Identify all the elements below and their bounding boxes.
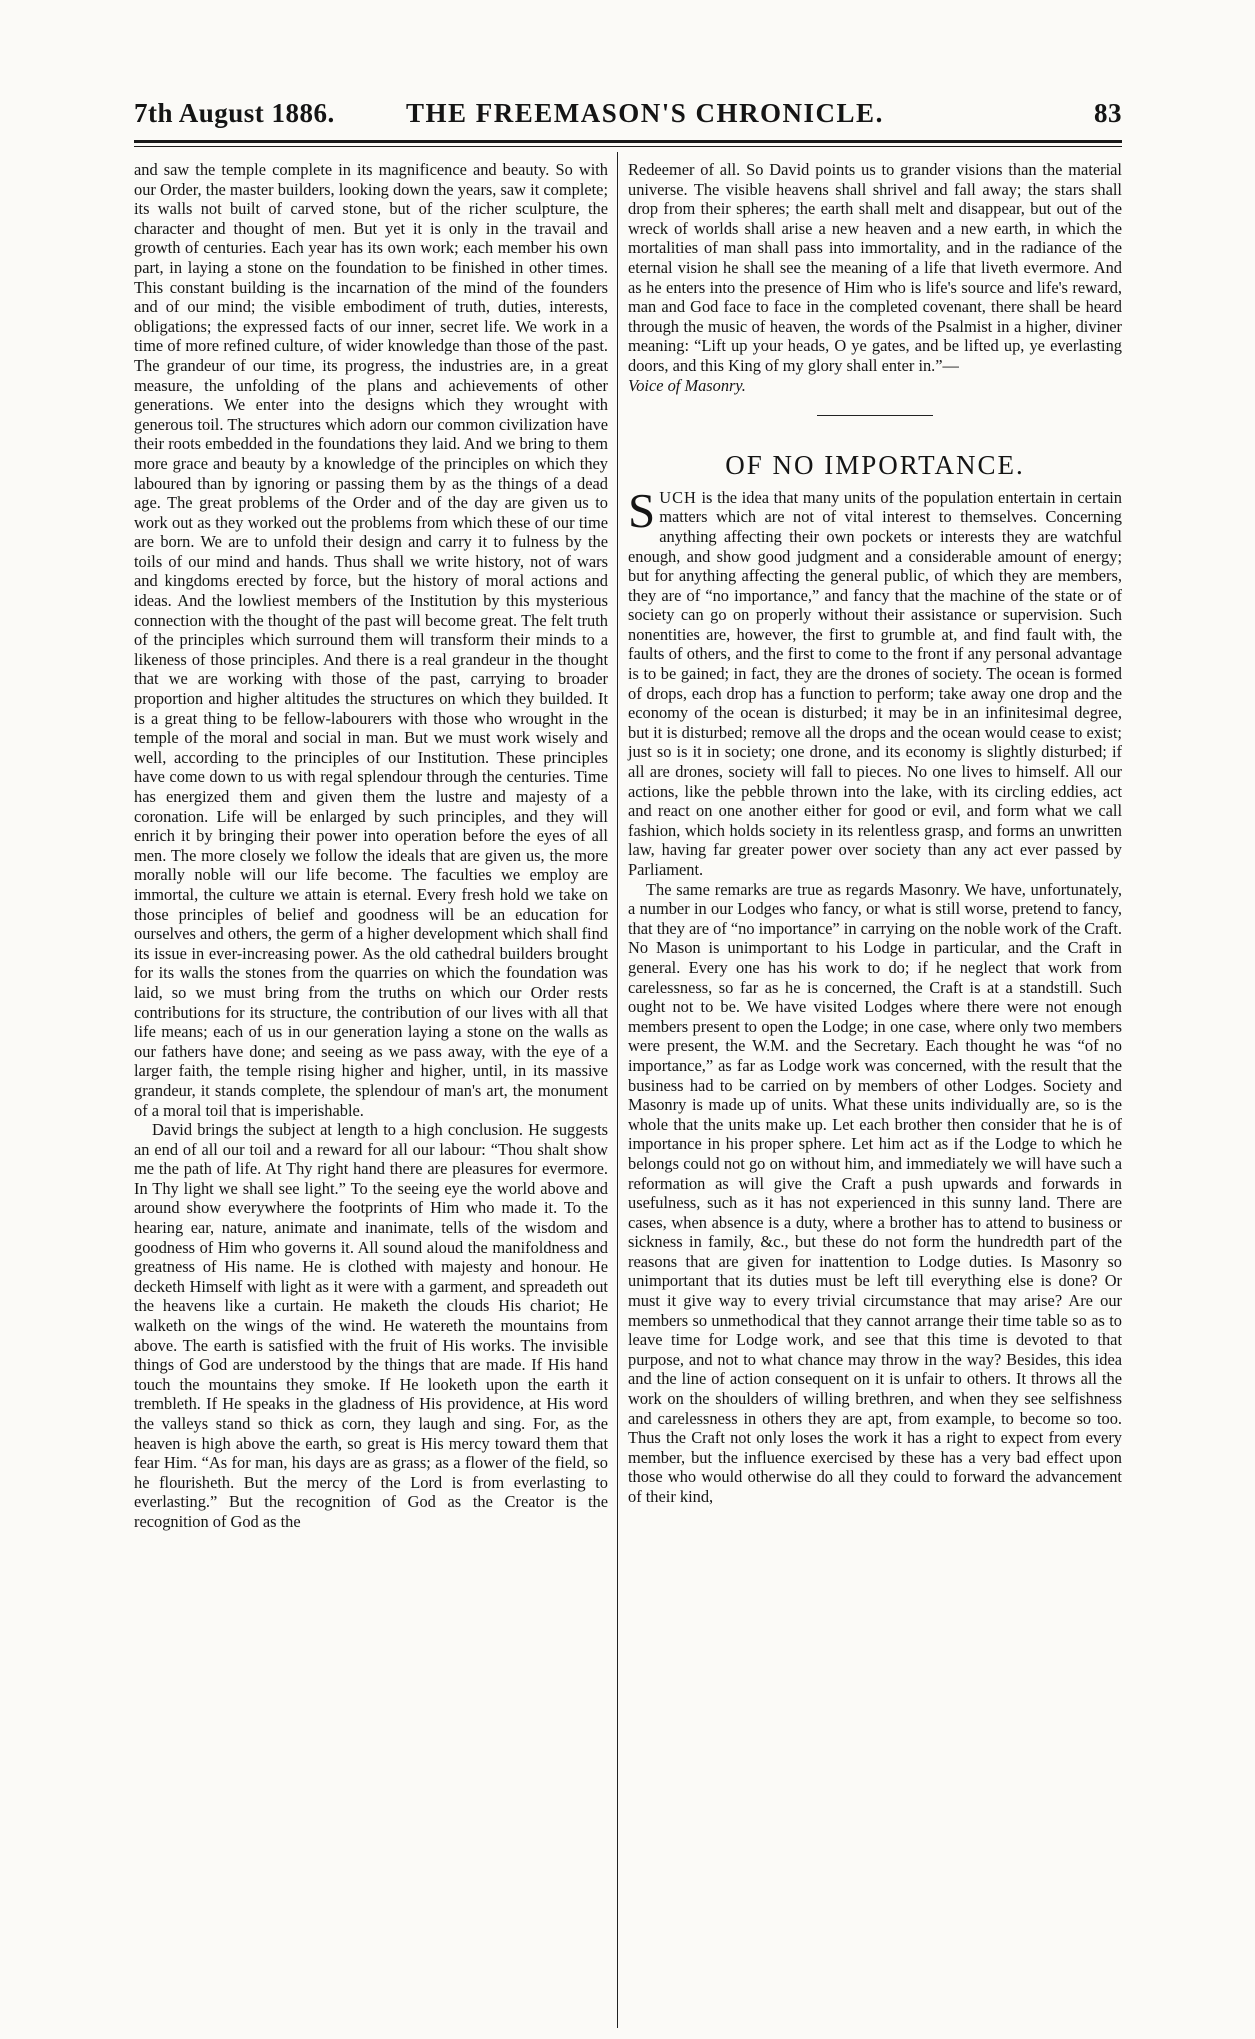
first-word-rest: UCH	[659, 487, 697, 507]
section-separator	[817, 415, 933, 416]
page-number: 83	[1094, 98, 1122, 128]
article-continuation	[628, 160, 1122, 395]
article-paragraph: David brings the subject at length to a high conclusion. He suggests an end of all our toil and a reward for all our labour: “Thou shalt show me the path of life. At Thy right hand there are pleasures for evermore. In Thy light we shall see light.” To the seeing eye the world above and around show everywhere the footprints of Him who made it. To the hearing ear, nature, animate and inanimate, tells of the wisdom and goodness of Him who governs it. All sound aloud the manifoldness and greatness of His name. He is clothed with majesty and honour. He decketh Himself with light as it were with a garment, and spreadeth out the heavens like a curtain. He maketh the clouds His chariot; He walketh on the wings of the wind. He watereth the mountains from above. The earth is satisfied with the fruit of His works. The invisible things of God are understood by the things that are made. If His hand touch the mountains they smoke. If He looketh upon the earth it trembleth. If He speaks in the gladness of His providence, at His word the valleys stand so thick as corn, they laugh and sing. For, as the heaven is high above the earth, so great is His mercy toward them that fear Him. “As for man, his days are as grass; as a flower of the field, so he flourisheth. But the mercy of the Lord is from everlasting to everlasting.” But the recognition of God as the Creator is the recognition of God as the	[134, 1120, 608, 1531]
paragraph-text: is the idea that many units of the population entertain in certain matters which are not of vital interest to themselves. Concerning anything affecting their own pockets or interests they are watchful enough, and show good judgment and a considerable amount of energy; but for anything affecting the general public, of which they are members, they are of “no importance,” and fancy that the machine of the state or of society can go on properly without their assistance or supervision. Such nonentities are, however, the first to grumble at, and find fault with, the faults of others, and the first to come to the front if any personal advantage is to be gained; in fact, they are the drones of society. The ocean is formed of drops, each drop has a function to perform; take away one drop and the economy of the ocean is disturbed; it may be in an infinitesimal degree, but it is disturbed; remove all the drops and the ocean would cease to exist; just so is it in society; one drone, and its economy is slightly disturbed; if all are drones, society will fall to pieces. No one lives to himself. All our actions, like the pebble thrown into the lake, with its circling eddies, act and react on one another either for good or evil, and form what we call fashion, which holds society in its relentless grasp, and forms an unwritten law, having far greater power over society than any act ever passed by Parliament.	[628, 487, 1122, 879]
header-rule-thick	[134, 140, 1122, 143]
column-divider	[617, 152, 618, 2028]
section-title: OF NO IMPORTANCE.	[725, 450, 1025, 481]
article-paragraph	[628, 482, 1122, 880]
article-paragraph: and saw the temple complete in its magnificence and beauty. So with our Order, the master builders, looking down the years, saw it complete; its walls not built of carved stone, but of the richer sculpture, the character and thought of men. But yet it is only in the travail and growth of centuries. Each year has its own work; each member his own part, in laying a stone on the foundation to be finished in other times. This constant building is the incarnation of the mind of the founders and of our mind; the visible embodiment of truth, duties, interests, obligations; the expressed facts of our inner, secret life. We work in a time of more refined culture, of wider knowledge than those of the past. The grandeur of our time, its progress, the industries are, in a great measure, the unfolding of the plans and achievements of other generations. We enter into the designs which they wrought with generous toil. The structures which adorn our common civilization have their roots embedded in the foundations they laid. And we bring to them more grace and beauty by a knowledge of the principles on which they laboured than by ignoring or passing them by as the things of a dead age. The great problems of the Order and of the day are given us to work out as they worked out the problems from which these of our time are born. We are to unfold their design and carry it to fulness by the toils of our mind and hands. Thus shall we write history, not of wars and kingdoms erected by force, but the history of moral actions and ideas. And the lowliest members of the Institution by this mysterious connection with the thought of the past will become great. The felt truth of the principles which surround them will transform their minds to a likeness of those principles. And there is a real grandeur in the thought that we are working with those of the past, carrying to broader proportion and higher altitudes the structures on which they builded. It is a great thing to be fellow-labourers with those who wrought in the temple of the moral and social in man. But we must work wisely and well, according to the principles of our Institution. These principles have come down to us with regal splendour through the centuries. Time has energized them and given them the lustre and majesty of a coronation. Life will be enlarged by such principles, and they will enrich it by bringing their power into operation before the eyes of all men. The more closely we follow the ideals that are given us, the more morally noble will our life become. The faculties we employ are immortal, the culture we attain is eternal. Every fresh hold we take on those principles of belief and goodness will be an education for ourselves and others, the germ of a higher development which shall find its issue in ever-increasing power. As the old cathedral builders brought for its walls the stones from the quarries on which the foundation was laid, so we must bring from the truths on which our Order rests contributions for its structure, the contribution of our lives with all that life means; each of us in our generation laying a stone on the walls as our fathers have done; and seeing as we pass away, with the eye of a larger faith, the temple rising higher and higher, until, in its massive grandeur, it stands complete, the splendour of man's art, the monument of a moral toil that is imperishable.	[134, 160, 608, 1120]
article-paragraph: The same remarks are true as regards Masonry. We have, unfortunately, a number in our Lodges who fancy, or what is still worse, pretend to fancy, that they are of “no importance” in carrying on the noble work of the Craft. No Mason is unimportant to his Lodge in particular, and the Craft in general. Every one has his work to do; if he neglect that work from carelessness, so far as he is concerned, the Craft is at a standstill. Such ought not to be. We have visited Lodges where there were not enough members present to open the Lodge; in one case, where only two members were present, the W.M. and the Secretary. Each thought he was “of no importance,” as far as Lodge work was concerned, with the result that the business had to be carried on by members of other Lodges. Society and Masonry is made up of units. What these units individually are, so is the whole that the units make up. Let each brother then consider that he is of importance in his proper sphere. Let him act as if the Lodge to which he belongs could not go on without him, and immediately we will have such a reformation as will give the Craft a push upwards and forwards in usefulness, such as it has not experienced in this sunny land. There are cases, when absence is a duty, where a brother has to attend to business or sickness in family, &c., but these do not form the hundredth part of the reasons that are given for inattention to Lodge duties. Is Masonry so unimportant that its duties must be left till everything else is done? Or must it give way to every trivial circumstance that may arise? Are our members so unmethodical that they cannot arrange their time table so as to leave time for Lodge work, and see that this time is devoted to that purpose, and not to what chance may throw in the way? Besides, this idea and the line of action consequent on it is unfair to others. It throws all the work on the shoulders of willing brethren, and when they see selfishness and carelessness in others they are apt, from example, to become so too. Thus the Craft not only loses the work it has a right to expect from every member, but the influence exercised by these has a very bad effect upon those who would otherwise do all they could to forward the advancement of their kind,	[628, 879, 1122, 1506]
continuation-text: Redeemer of all. So David points us to grander visions than the material universe. The visible heavens shall shrivel and fall away; the stars shall drop from their spheres; the earth shall melt and disappear, but out of the wreck of worlds shall arise a new heaven and a new earth, in which the mortalities of man shall pass into immortality, and in the radiance of the eternal vision he shall see the meaning of a life that liveth evermore. And as he enters into the presence of Him who is life's source and life's reward, man and God face to face in the completed covenant, there shall be heard through the music of heaven, the words of the Psalmist in a higher, diviner meaning: “Lift up your heads, O ye gates, and be lifted up, ye everlasting doors, and this King of my glory shall enter in.”—	[628, 160, 1122, 375]
publication-title: THE FREEMASON'S CHRONICLE.	[406, 98, 884, 128]
left-column	[134, 160, 608, 1532]
article-signature: Voice of Masonry.	[628, 375, 746, 395]
drop-cap: S	[628, 482, 656, 538]
running-head	[134, 98, 1122, 138]
right-column	[628, 160, 1122, 1507]
header-rule-thin	[134, 146, 1122, 147]
issue-date: 7th August 1886.	[134, 98, 335, 128]
